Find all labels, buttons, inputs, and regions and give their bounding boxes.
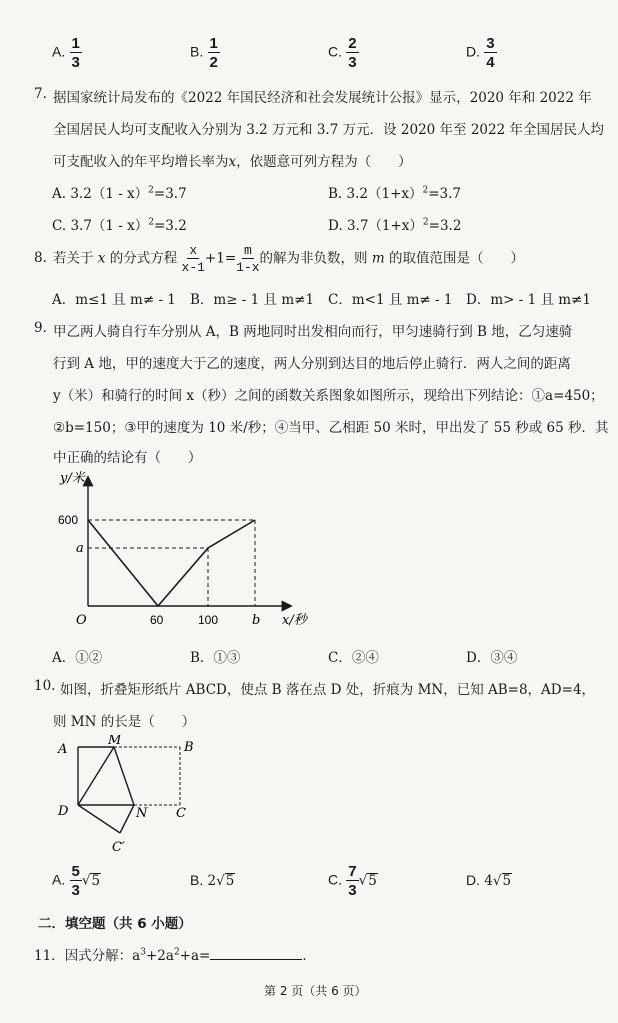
- label-b: B: [184, 740, 194, 755]
- x-tick-60: 60: [150, 613, 164, 627]
- q9-option-b: B．①③: [190, 650, 241, 666]
- q10-option-c: C. $\frac{7}{3}$ √5: [328, 863, 377, 899]
- x-tick-100: 100: [198, 613, 219, 627]
- q7-option-a: A. 3.2（1 - x）$^2$=3.7: [52, 185, 187, 202]
- q9-number: 9.: [34, 320, 47, 336]
- y-axis-label: y/米: [60, 471, 85, 486]
- q9-function-graph: [50, 470, 350, 640]
- q8-fraction-2: $\frac{m}{1-x}$: [236, 243, 260, 275]
- q6-option-a: A. $\frac{1}{3}$: [52, 35, 80, 71]
- q10-option-a-fraction: $\frac{5}{3}$: [71, 863, 80, 899]
- q6-option-d: D. $\frac{3}{4}$: [466, 35, 495, 71]
- q8-line: 若关于 x 的分式方程 $\frac{x}{x-1}$ +1= $\frac{m}{1-x}$ 的解为非负数，则 m 的取值范围是（ ）: [53, 243, 524, 275]
- q9-line4: ②b=150；③甲的速度为 10 米/秒；④当甲、乙相距 50 米时，甲出发了 55 秒或 65 秒．其: [53, 420, 609, 436]
- segment-dc-prime: [78, 805, 120, 833]
- q8-option-b: B．m≥ - 1 且 m≠1: [190, 292, 315, 308]
- q6-option-b-fraction: $\frac{1}{2}$: [209, 35, 218, 71]
- fold-line-mn: [114, 747, 134, 805]
- q10-number: 10.: [34, 678, 56, 694]
- q10-option-d: D. 4√5: [466, 872, 512, 889]
- q11-answer-blank: [210, 947, 302, 960]
- q11-line: 11．因式分解：$a^3+2a^2+a=$ ．: [34, 947, 316, 964]
- q7-option-b: B. $3.2(1+x)^2=3.7$: [328, 185, 462, 202]
- q10-rectangle-figure: [52, 735, 222, 860]
- q10-option-b: B. 2√5: [190, 872, 235, 889]
- q6-option-d-fraction: $\frac{3}{4}$: [486, 35, 495, 71]
- x-tick-b: b: [252, 613, 261, 628]
- label-n: N: [136, 806, 148, 821]
- segment-dm: [78, 747, 114, 805]
- q10-option-c-fraction: $\frac{7}{3}$: [348, 863, 357, 899]
- label-a: A: [58, 742, 68, 757]
- q9-option-a: A．①②: [52, 650, 103, 666]
- label-c: C: [176, 806, 186, 821]
- x-axis-label: x/秒: [282, 613, 307, 628]
- q8-number: 8.: [34, 250, 47, 266]
- q6-option-a-fraction: $\frac{1}{3}$: [71, 35, 80, 71]
- q8-option-d: D．m> - 1 且 m≠1: [466, 292, 591, 308]
- q7-number: 7.: [34, 86, 47, 102]
- q9-option-d: D．③④: [466, 650, 518, 666]
- q8-fraction-1: $\frac{x}{x-1}$: [181, 243, 205, 275]
- label-c-prime: C′: [112, 840, 125, 855]
- q6-option-b: B. $\frac{1}{2}$: [190, 35, 218, 71]
- label-d: D: [58, 804, 69, 819]
- q6-option-c: C. $\frac{2}{3}$: [328, 35, 357, 71]
- q10-option-a: A. $\frac{5}{3}$ √5: [52, 863, 101, 899]
- section-heading: 二．填空题（共 6 小题）: [38, 916, 192, 932]
- q8-option-c: C．m<1 且 m≠ - 1: [328, 292, 453, 308]
- q10-line2: 则 MN 的长是（ ）: [53, 714, 196, 730]
- page-footer: 第 2 页（共 6 页）: [264, 984, 367, 998]
- origin-label: O: [76, 613, 87, 628]
- graph-line: [88, 520, 255, 606]
- q9-option-c: C．②④: [328, 650, 379, 666]
- label-m: M: [108, 735, 122, 748]
- q9-line5: 中正确的结论有（ ）: [53, 450, 202, 466]
- y-tick-600: 600: [58, 513, 79, 527]
- q9-line3: y（米）和骑行的时间 x（秒）之间的函数关系图象如图所示，现给出下列结论：①a=450；: [53, 388, 604, 404]
- q7-line2: 全国居民人均可支配收入分别为 3.2 万元和 3.7 万元．设 2020 年至 2022 年全国居民人均: [53, 122, 604, 138]
- q9-line1: 甲乙两人骑自行车分别从 A，B 两地同时出发相向而行，甲匀速骑行到 B 地，乙匀速骑: [53, 324, 573, 340]
- q8-option-a: A．m≤1 且 m≠ - 1: [52, 292, 176, 308]
- q7-option-d: D. $3.7(1+x)^2=3.2$: [328, 217, 462, 234]
- q6-option-c-fraction: $\frac{2}{3}$: [348, 35, 357, 71]
- q7-line3: 可支配收入的年平均增长率为x，依题意可列方程为（ ）: [53, 154, 412, 170]
- q7-option-c: C. 3.7（1 - x）$^2$=3.2: [52, 217, 187, 234]
- q9-line2: 行到 A 地，甲的速度大于乙的速度，两人分别到达目的地后停止骑行．两人之间的距离: [53, 356, 571, 372]
- q10-line1: 如图，折叠矩形纸片 ABCD，使点 B 落在点 D 处，折痕为 MN，已知 AB=8，AD=4，: [60, 682, 596, 698]
- segment-nc-prime: [120, 805, 134, 833]
- y-tick-a: a: [76, 541, 84, 556]
- q7-line1: 据国家统计局发布的《2022 年国民经济和社会发展统计公报》显示，2020 年和 2022 年: [53, 90, 592, 106]
